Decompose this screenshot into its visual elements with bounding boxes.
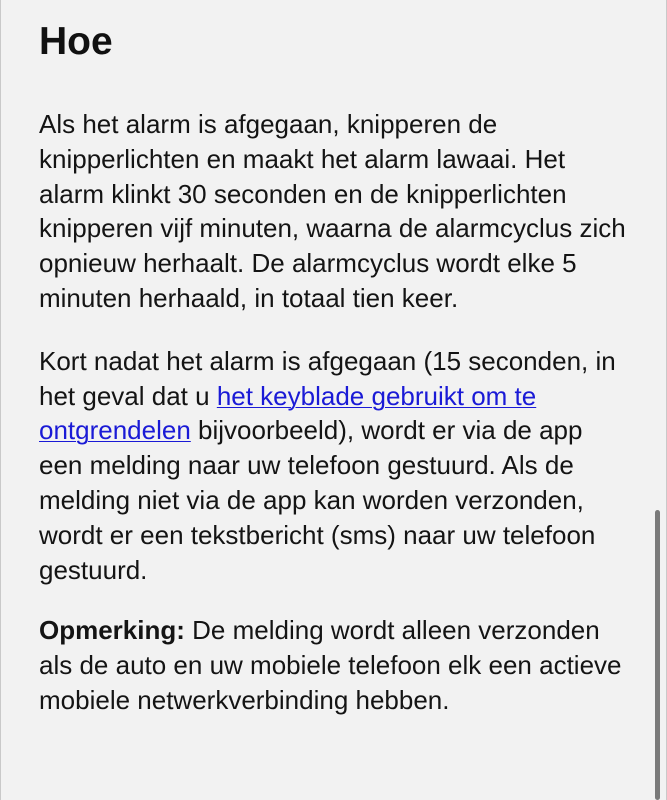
keyblade-unlock-link[interactable]: het keyblade gebruikt om te ontgrendelen	[39, 380, 537, 446]
section-heading: Hoe	[39, 20, 113, 63]
note-text: De melding wordt alleen verzonden als de auto en uw mobiele telefoon elk een actieve mobiele netwerkverbinding hebben.	[39, 615, 622, 715]
article-content	[39, 14, 629, 718]
note-paragraph	[39, 613, 629, 717]
vertical-scrollbar[interactable]	[655, 510, 660, 800]
notification-text-before-link: Kort nadat het alarm is afgegaan (15 seconden, in het geval dat u	[39, 345, 616, 411]
notification-text-after-link: bijvoorbeeld), wordt er via de app een melding naar uw telefoon gestuurd. Als de melding niet via de app kan worden verzonden, wordt er een tekstbericht (sms) naar uw telefoon gestuurd.	[39, 415, 596, 585]
alarm-cycle-paragraph: Als het alarm is afgegaan, knipperen de knipperlichten en maakt het alarm lawaai. Het alarm klinkt 30 seconden en de knipperlichten knipperen vijf minuten, waarna de alarmcyclus zich opnieuw herhaalt. De alarmcyclus wordt elke 5 minuten herhaald, in totaal tien keer.	[39, 109, 626, 313]
note-label: Opmerking:	[39, 615, 185, 646]
notification-paragraph	[39, 344, 629, 588]
